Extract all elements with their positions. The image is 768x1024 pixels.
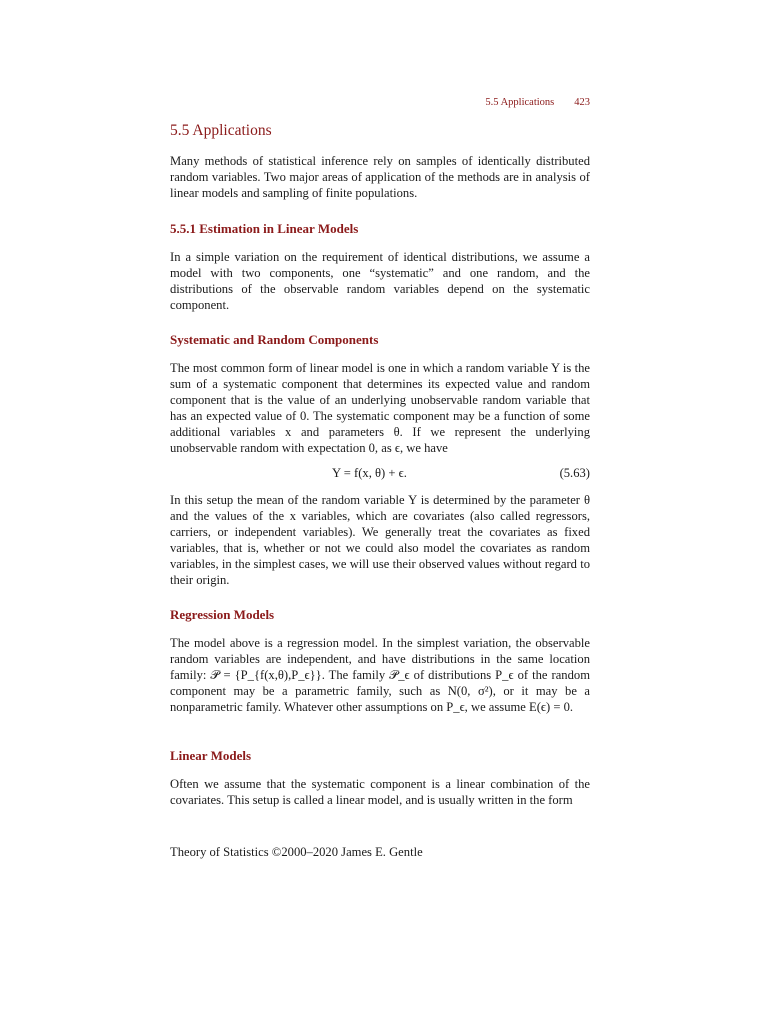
equation-formula: Y = f(x, θ) + ϵ. (332, 466, 407, 480)
systematic-paragraph: The most common form of linear model is one in which a random variable Y is the sum of a systematic component that determines its expected value and random component that is the value of an underlying unobservable random variable that has an expected value of 0. The systematic component may be a function of some additional variables x and parameters θ. If we represent the underlying unobservable random with expectation 0, as ϵ, we have (170, 361, 590, 456)
linear-paragraph: Often we assume that the systematic component is a linear combination of the covariates. This setup is called a linear model, and is usually written in the form (170, 777, 590, 808)
intro-paragraph: Many methods of statistical inference rely on samples of identically distributed random variables. Two major areas of application of the methods are in analysis of linear models and sampling of finite populations. (170, 154, 590, 201)
heading-regression-models: Regression Models (170, 607, 275, 622)
footer-copyright: Theory of Statistics ©2000–2020 James E. Gentle (170, 845, 423, 859)
after-equation-paragraph: In this setup the mean of the random variable Y is determined by the parameter θ and the values of the x variables, which are covariates (also called regressors, carriers, or independent variables). We generally treat the covariates as fixed variables, that is, whether or not we could also model the covariates as random variables, in the simplest cases, we will use their observed values without regard to their origin. (170, 493, 590, 588)
running-head (485, 97, 590, 108)
subsection-title: 5.5.1 Estimation in Linear Models (170, 221, 359, 236)
heading-systematic-random: Systematic and Random Components (170, 332, 379, 347)
running-head-section: 5.5 Applications (485, 97, 555, 108)
page-number: 423 (574, 97, 590, 108)
section-title: 5.5 Applications (170, 122, 272, 139)
equation-number: (5.63) (559, 466, 590, 480)
heading-linear-models: Linear Models (170, 748, 252, 763)
subsection-paragraph: In a simple variation on the requirement of identical distributions, we assume a model with two components, one “systematic” and one random, and the distributions of the observable random variables depend on the systematic component. (170, 250, 590, 313)
regression-paragraph: The model above is a regression model. In the simplest variation, the observable random variables are independent, and have distributions in the same location family: 𝒫 = {P_{f(x,θ),P_ϵ}}. The family 𝒫_ϵ of distributions P_ϵ of the random component may be a parametric family, such as N(0, σ²), or it may be a nonparametric family. Whatever other assumptions on P_ϵ, we assume E(ϵ) = 0. (170, 636, 590, 715)
